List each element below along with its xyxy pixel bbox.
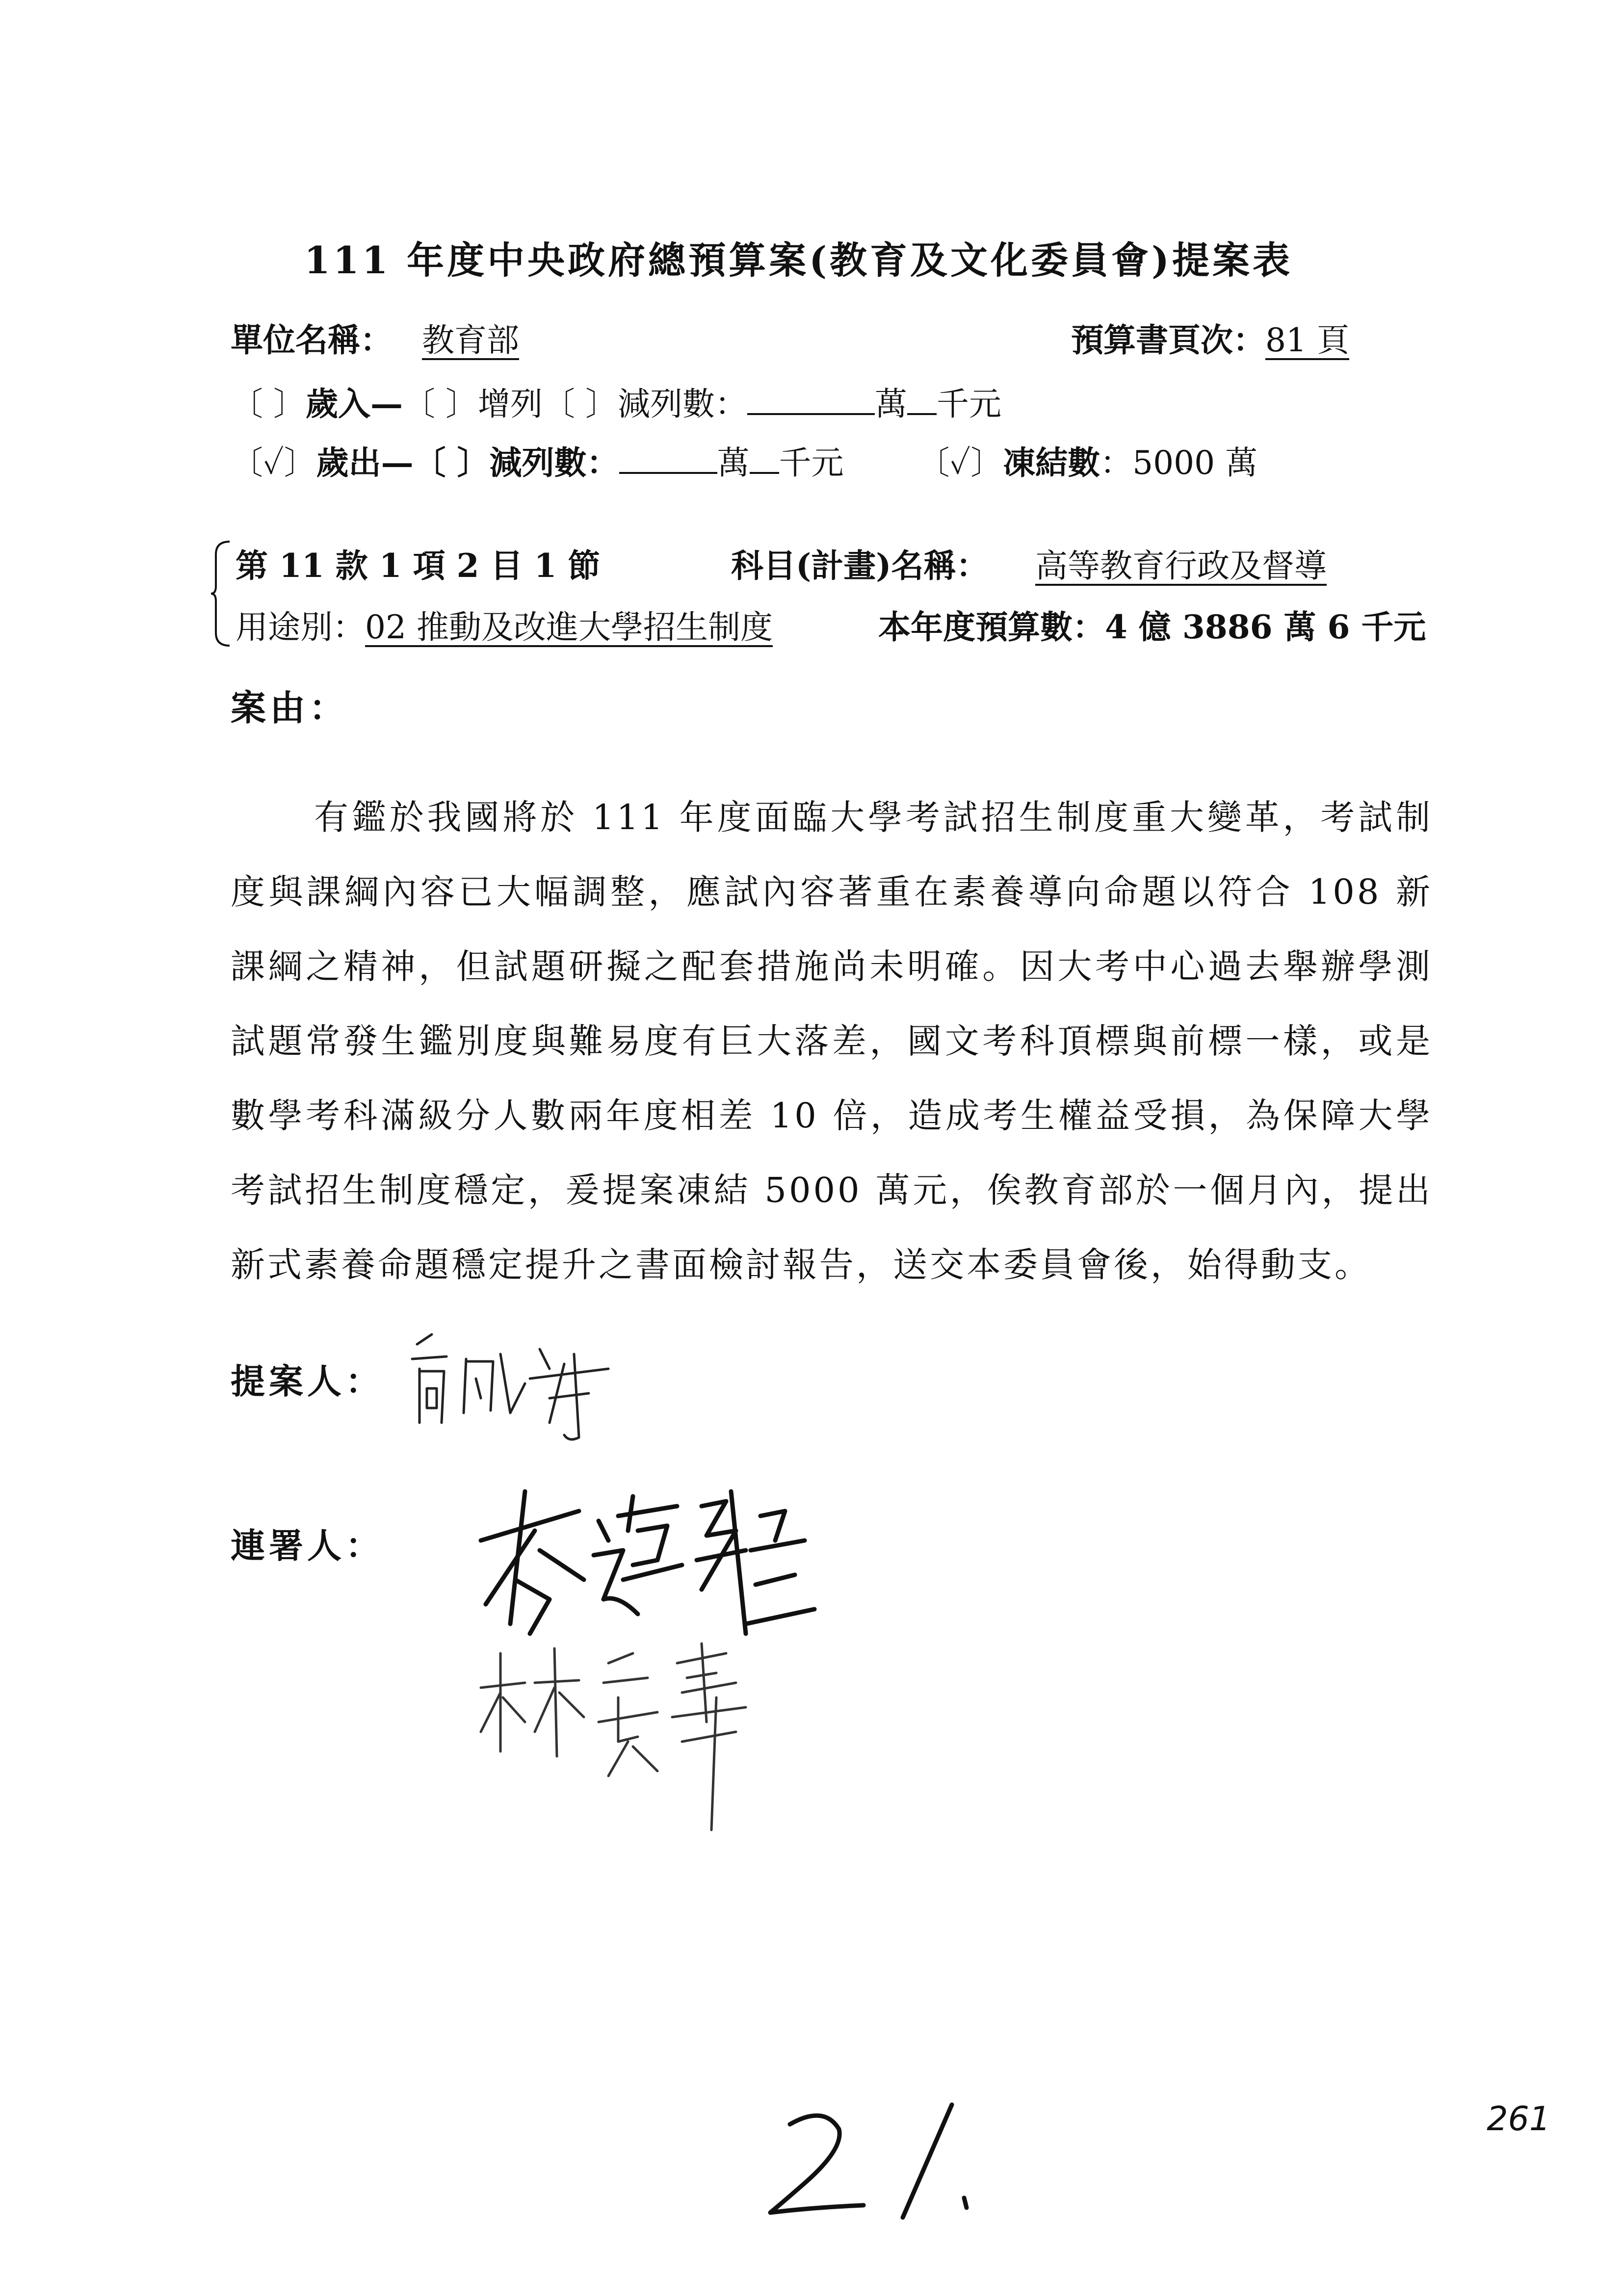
budget-label: 本年度預算數：: [878, 608, 1105, 646]
item-number: 第 11 款 1 項 2 目 1 節: [236, 547, 601, 585]
revenue-checkbox: 〔 〕: [231, 385, 306, 423]
cosigner-label: 連署人：: [231, 1525, 384, 1566]
revenue-increase-decrease: 〔 〕增列〔 〕減列數：: [402, 385, 747, 423]
section-bracket: [211, 540, 231, 648]
subject-label: 科目(計畫)名稱：: [731, 547, 989, 585]
page-ref-value: 81 頁: [1265, 321, 1349, 359]
purpose-value: 02 推動及改進大學招生制度: [365, 608, 773, 646]
subject-value: 高等教育行政及督導: [1035, 547, 1327, 585]
freeze-checkbox: 〔✓〕: [917, 444, 1003, 482]
page-title-text: 111 年度中央政府總預算案(教育及文化委員會)提案表: [304, 238, 1293, 282]
freeze-label: 凍結數: [1003, 444, 1100, 482]
handwritten-mark: [756, 2085, 1011, 2232]
expense-label: 歲出—〔 〕減列數：: [316, 444, 619, 482]
unit-value: 教育部: [422, 321, 519, 359]
budget-value: 4 億 3886 萬 6 千元: [1105, 608, 1426, 646]
revenue-qianyuan: 千元: [936, 385, 1001, 423]
purpose-row: [236, 601, 773, 648]
expense-wan: 萬: [717, 444, 750, 482]
expense-checkbox: 〔✓〕: [231, 444, 316, 482]
page-title: [304, 231, 1293, 284]
cosigner-signature-2: [471, 1634, 805, 1840]
page-ref-label: 預算書頁次：: [1071, 321, 1266, 359]
budget-page-reference: [1071, 314, 1349, 361]
revenue-label: 歲入—: [305, 385, 403, 423]
expense-row: [231, 437, 1257, 483]
proposer-signature: [402, 1325, 638, 1452]
proposer-label: 提案人：: [231, 1361, 384, 1402]
revenue-wan: 萬: [874, 385, 907, 423]
expense-qian-blank: [750, 443, 779, 474]
expense-qianyuan: 千元: [779, 444, 844, 482]
freeze-value: ：5000 萬: [1100, 444, 1258, 482]
reason-body: 有鑑於我國將於 111 年度面臨大學考試招生制度重大變革，考試制度與課綱內容已大幅調整，應試內容著重在素養導向命題以符合 108 新課綱之精神，但試題研擬之配套措施尚未明確。因大考中心過去舉辦學測試題常發生鑑別度與難易度有巨大落差，國文考科頂標與前標一樣，或是數學考科滿級分人數兩年度相差 10 倍，造成考生權益受損，為保障大學考試招生制度穩定，爰提案凍結 5000 萬元，俟教育部於一個月內，提出新式素養命題穩定提升之書面檢討報告，送交本委員會後，始得動支。: [231, 797, 1433, 1285]
reason-label: 案由：: [231, 687, 349, 729]
unit-label: 單位名稱：: [231, 321, 393, 359]
revenue-qian-blank: [907, 384, 937, 415]
page-number: 261: [1487, 2100, 1550, 2139]
cosigner-signature-1: [471, 1477, 824, 1653]
revenue-wan-blank: [747, 384, 875, 415]
annual-budget: [878, 601, 1426, 648]
purpose-label: 用途別：: [236, 608, 365, 646]
expense-wan-blank: [619, 443, 717, 474]
revenue-row: [231, 378, 1001, 424]
